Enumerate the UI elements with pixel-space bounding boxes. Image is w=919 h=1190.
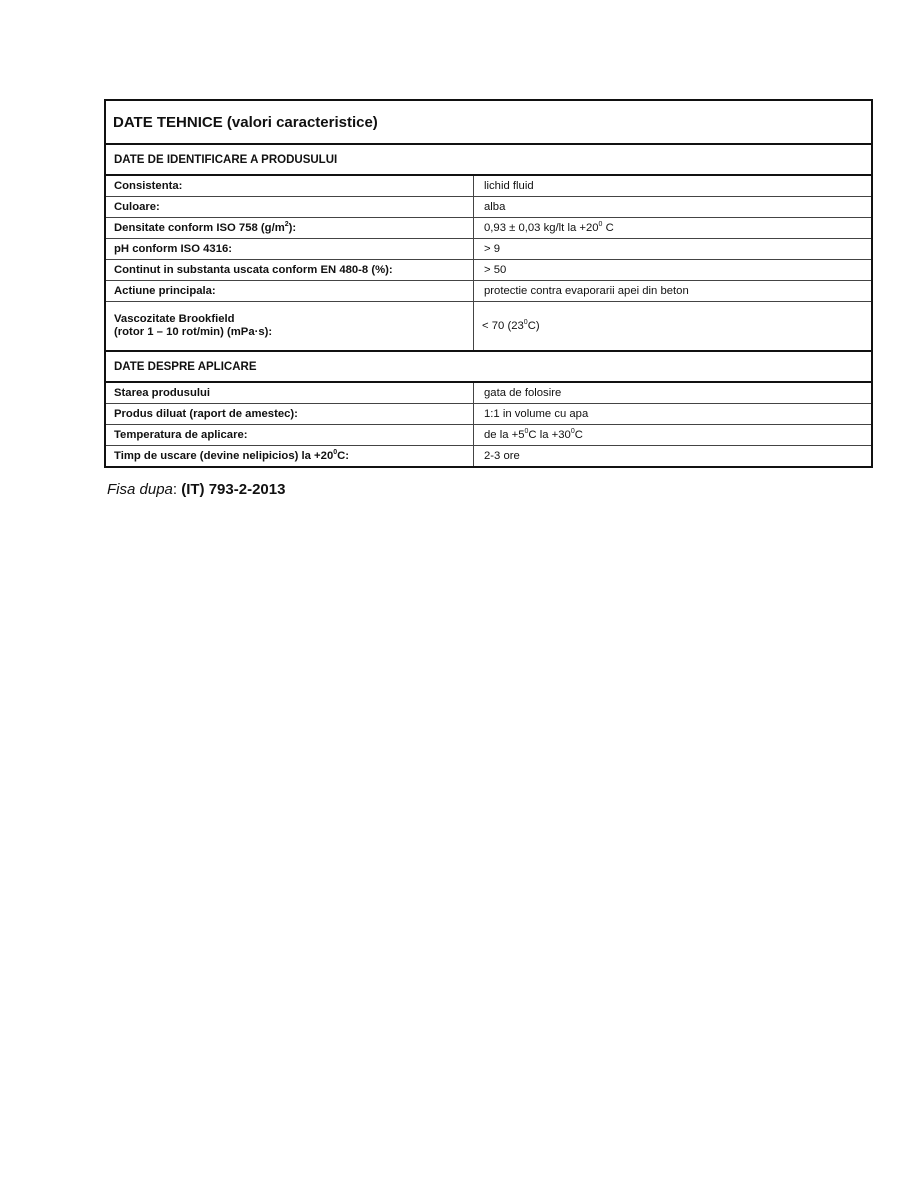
- superscript: 0: [523, 318, 528, 326]
- row-label: Actiune principala:: [106, 281, 474, 302]
- row-label: [106, 302, 474, 351]
- value-text: C: [574, 428, 583, 441]
- superscript: 2: [284, 220, 289, 228]
- row-value: > 50: [474, 260, 872, 281]
- row-value: protectie contra evaporarii apei din beton: [474, 281, 872, 302]
- row-value: [474, 425, 872, 446]
- technical-data-sheet: [104, 99, 873, 468]
- table-row: [106, 197, 871, 218]
- value-text: C): [527, 319, 540, 332]
- table-row: [106, 383, 871, 404]
- superscript: 0: [570, 427, 575, 435]
- table-row: [106, 302, 871, 351]
- table-row: [106, 218, 871, 239]
- value-text: de la +5: [484, 428, 525, 441]
- row-label: [106, 446, 474, 467]
- label-text: Timp de uscare (devine nelipicios) la +20: [114, 449, 334, 462]
- source-footnote: [107, 481, 285, 498]
- value-text: 0,93 ± 0,03 kg/lt la +20: [484, 221, 599, 234]
- row-value: [474, 218, 872, 239]
- row-label: Continut in substanta uscata conform EN 480-8 (%):: [106, 260, 474, 281]
- row-label: pH conform ISO 4316:: [106, 239, 474, 260]
- label-text: C:: [337, 449, 350, 462]
- row-label: Temperatura de aplicare:: [106, 425, 474, 446]
- sheet-title: DATE TEHNICE (valori caracteristice): [106, 101, 871, 145]
- row-value: alba: [474, 197, 872, 218]
- footnote-separator: :: [172, 481, 182, 498]
- row-value: 2-3 ore: [484, 449, 520, 462]
- table-row: [106, 446, 871, 467]
- application-table: [106, 383, 871, 466]
- table-row: [106, 281, 871, 302]
- footnote-reference: (IT) 793-2-2013: [181, 481, 286, 498]
- superscript: 0: [524, 427, 529, 435]
- section-heading-identification: DATE DE IDENTIFICARE A PRODUSULUI: [106, 145, 871, 176]
- row-label: [106, 218, 474, 239]
- section-heading-application: DATE DESPRE APLICARE: [106, 350, 871, 383]
- superscript: 0: [598, 220, 603, 228]
- row-label: Starea produsului: [106, 383, 474, 404]
- table-row: [106, 239, 871, 260]
- identification-table: [106, 176, 871, 350]
- label-line: Vascozitate Brookfield: [114, 313, 235, 325]
- row-value: > 9: [474, 239, 872, 260]
- row-value: lichid fluid: [474, 176, 872, 197]
- footnote-lead: Fisa dupa: [107, 481, 173, 498]
- superscript: 0: [333, 448, 338, 456]
- row-label: Consistenta:: [106, 176, 474, 197]
- row-label: Produs diluat (raport de amestec):: [106, 404, 474, 425]
- table-row: [106, 425, 871, 446]
- row-label: Culoare:: [106, 197, 474, 218]
- row-value: 1:1 in volume cu apa: [474, 404, 872, 425]
- table-row: [106, 176, 871, 197]
- value-text: < 70 (23: [482, 319, 524, 332]
- row-value: [474, 302, 872, 351]
- label-text: ):: [288, 221, 297, 234]
- table-row: [106, 404, 871, 425]
- table-row: [106, 260, 871, 281]
- row-value: gata de folosire: [474, 383, 872, 404]
- label-line: (rotor 1 – 10 rot/min) (mPa·s):: [114, 326, 273, 338]
- value-text: C la +30: [528, 428, 571, 441]
- label-text: Densitate conform ISO 758 (g/m: [114, 221, 285, 234]
- value-text: C: [602, 221, 614, 234]
